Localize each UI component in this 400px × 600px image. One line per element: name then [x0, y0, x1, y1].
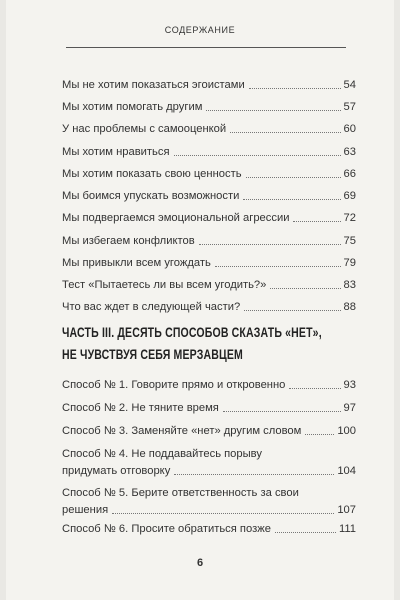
- running-header: СОДЕРЖАНИЕ: [164, 25, 236, 35]
- toc-entry[interactable]: [62, 211, 356, 225]
- book-page: [6, 0, 394, 600]
- page-number: 6: [196, 557, 204, 569]
- toc-entry-title: Мы хотим показать свою ценность: [62, 168, 242, 180]
- toc-entry[interactable]: [62, 189, 356, 203]
- header-rule: [66, 47, 346, 48]
- toc-entry[interactable]: [62, 145, 356, 159]
- toc-entry-page: 107: [337, 504, 356, 516]
- toc-entry-page: 75: [343, 235, 356, 247]
- toc-entry-title: Мы подвергаемся эмоциональной агрессии: [62, 212, 290, 224]
- toc-entry-page: 63: [343, 146, 356, 158]
- leader-dots: [199, 243, 341, 245]
- toc-entry[interactable]: [62, 167, 356, 181]
- toc-entry-title: Способ № 5. Берите ответственность за свои: [62, 487, 299, 499]
- leader-dots: [215, 265, 341, 267]
- toc-entry-page: 104: [337, 465, 356, 477]
- toc-entry-title-cont: придумать отговорку: [62, 465, 171, 477]
- toc-entry-page: 83: [343, 279, 356, 291]
- toc-entry[interactable]: [62, 378, 356, 392]
- toc-entry-title: Способ № 2. Не тяните время: [62, 402, 219, 414]
- leader-dots: [174, 154, 341, 156]
- toc-entry-page: 72: [343, 212, 356, 224]
- toc-entry-title: Мы боимся упускать возможности: [62, 190, 240, 202]
- toc-entry[interactable]: [62, 447, 356, 478]
- leader-dots: [223, 410, 341, 412]
- toc-entry-page: 69: [343, 190, 356, 202]
- toc-entry[interactable]: [62, 78, 356, 92]
- toc-entry[interactable]: [62, 256, 356, 270]
- toc-entry[interactable]: [62, 522, 356, 536]
- toc-entry-page: 93: [343, 379, 356, 391]
- part-heading[interactable]: [62, 322, 322, 366]
- leader-dots: [243, 198, 340, 200]
- toc-entry[interactable]: [62, 278, 356, 292]
- leader-dots: [305, 433, 334, 435]
- toc-entry-title: Тест «Пытаетесь ли вы всем угодить?»: [62, 279, 267, 291]
- leader-dots: [246, 176, 341, 178]
- toc-entry-title: Мы не хотим показаться эгоистами: [62, 79, 245, 91]
- toc-entry[interactable]: [62, 100, 356, 114]
- leader-dots: [275, 531, 336, 533]
- toc-entry-page: 111: [338, 523, 356, 535]
- toc-entry-page: 88: [343, 301, 356, 313]
- toc-entry-title: Мы хотим помогать другим: [62, 101, 203, 113]
- toc-entry-title: Способ № 1. Говорите прямо и откровенно: [62, 379, 286, 391]
- toc-entry[interactable]: [62, 122, 356, 136]
- toc-entry[interactable]: [62, 234, 356, 248]
- toc-entry-page: 66: [343, 168, 356, 180]
- leader-dots: [174, 473, 334, 475]
- toc-entry-page: 57: [343, 101, 356, 113]
- toc-entry[interactable]: [62, 486, 356, 517]
- toc-entry-title: Мы привыкли всем угождать: [62, 257, 211, 269]
- toc-entry-page: 100: [337, 425, 356, 437]
- toc-entry[interactable]: [62, 424, 356, 438]
- leader-dots: [289, 387, 340, 389]
- leader-dots: [206, 109, 340, 111]
- toc-entry-page: 97: [343, 402, 356, 414]
- toc-entry-page: 79: [343, 257, 356, 269]
- leader-dots: [270, 287, 340, 289]
- toc-entry[interactable]: [62, 401, 356, 415]
- leader-dots: [112, 512, 334, 514]
- toc-entry-title: Способ № 4. Не поддавайтесь порыву: [62, 448, 262, 460]
- toc-entry-title: Мы избегаем конфликтов: [62, 235, 195, 247]
- part-heading-line2: НЕ ЧУВСТВУЯ СЕБЯ МЕРЗАВЦЕМ: [62, 347, 243, 362]
- toc-entry-page: 60: [343, 123, 356, 135]
- toc-entry-title: Способ № 3. Заменяйте «нет» другим словом: [62, 425, 302, 437]
- part-heading-line1: ЧАСТЬ III. ДЕСЯТЬ СПОСОБОВ СКАЗАТЬ «НЕТ»,: [62, 325, 322, 340]
- toc-entry-title: Мы хотим нравиться: [62, 146, 170, 158]
- leader-dots: [244, 309, 340, 311]
- toc-entry-title-cont: решения: [62, 504, 109, 516]
- leader-dots: [293, 220, 340, 222]
- leader-dots: [230, 131, 340, 133]
- toc-entry-title: У нас проблемы с самооценкой: [62, 123, 227, 135]
- toc-entry-title: Способ № 6. Просите обратиться позже: [62, 523, 271, 535]
- toc-entry-title: Что вас ждет в следующей части?: [62, 301, 241, 313]
- leader-dots: [249, 87, 341, 89]
- toc-entry[interactable]: [62, 300, 356, 314]
- toc-entry-page: 54: [343, 79, 356, 91]
